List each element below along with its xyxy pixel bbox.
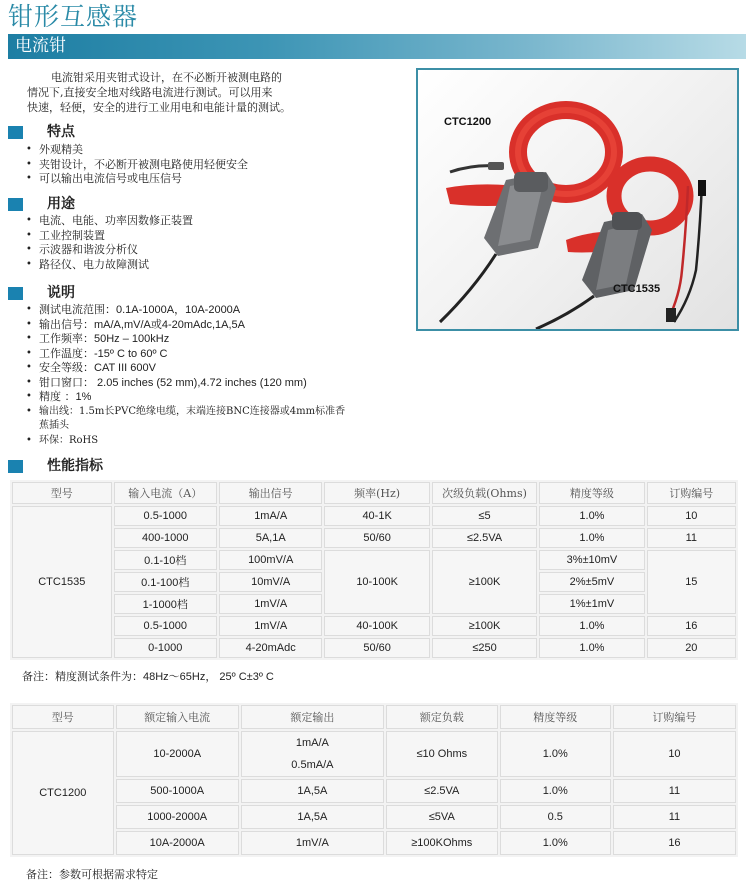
list-item [26, 332, 345, 347]
list-item: • 夹钳设计，不必断开被测电路使用轻便安全 [26, 158, 248, 173]
item-label: 测试电流范围： [39, 303, 116, 316]
cell: 10-100K [324, 550, 429, 614]
cell: 400-1000 [114, 528, 217, 548]
description-list [26, 303, 345, 448]
cell: 1%±1mV [539, 594, 644, 614]
list-item: • 电流、电能、功率因数修正装置 [26, 214, 193, 229]
cell: 100mV/A [219, 550, 323, 570]
cell: 0.1-10档 [114, 550, 217, 570]
cell: 1mA/A [219, 506, 323, 526]
item-label: 输出线：1.5m长PVC绝缘电缆，末端连接BNC连接器或4mm标准香 [39, 405, 346, 417]
header-cell: 频率(Hz) [324, 482, 429, 504]
output-value: 1mA/A [295, 737, 329, 749]
photo-label-ctc1200: CTC1200 [444, 116, 492, 128]
performance-heading [8, 458, 103, 474]
item-label: 环保：RoHS [39, 434, 99, 446]
cell: 1mV/A [219, 594, 323, 614]
cell: 16 [647, 616, 736, 636]
cell: 2%±5mV [539, 572, 644, 592]
cell: 0.1-100档 [114, 572, 217, 592]
header-cell: 订购编号 [647, 482, 736, 504]
list-item [26, 376, 345, 391]
cell: 3%±10mV [539, 550, 644, 570]
cell: 50/60 [324, 528, 429, 548]
square-bullet-icon [8, 460, 23, 473]
item-label: 钳口窗口： [39, 375, 94, 389]
cell: ≤10 Ohms [386, 731, 498, 777]
intro-line: 快速，轻便，安全的进行工业用电和电能计量的测试。 [27, 101, 291, 114]
table-row [12, 805, 736, 829]
cell: 1.0% [539, 506, 644, 526]
item-value: 50Hz – 100kHz [94, 333, 170, 345]
header-cell: 输出信号 [219, 482, 323, 504]
list-item: • 工业控制装置 [26, 229, 193, 244]
cell: 11 [613, 805, 736, 829]
features-heading [8, 124, 75, 140]
output-value: 0.5mA/A [291, 759, 334, 771]
cell: 11 [613, 779, 736, 803]
cell: 4-20mAdc [219, 638, 323, 658]
cell: 0-1000 [114, 638, 217, 658]
cell: 1A,5A [241, 779, 384, 803]
cell: 10-2000A [116, 731, 239, 777]
photo-label-ctc1535: CTC1535 [613, 283, 661, 295]
cell: 500-1000A [116, 779, 239, 803]
header-cell: 额定负载 [386, 705, 498, 729]
intro-line: 电流钳采用夹钳式设计，在不必断开被测电路的 [51, 71, 282, 84]
list-item [26, 347, 345, 362]
description-heading [8, 285, 75, 301]
header-cell: 精度等级 [539, 482, 644, 504]
header-cell: 精度等级 [500, 705, 611, 729]
header-cell: 输入电流（A） [114, 482, 217, 504]
cell: 1000-2000A [116, 805, 239, 829]
table-row [12, 731, 736, 777]
cell: ≤5 [432, 506, 537, 526]
table-row [12, 528, 736, 548]
applications-list [26, 214, 193, 272]
square-bullet-icon [8, 126, 23, 139]
header-cell: 型号 [12, 705, 114, 729]
table-row [12, 831, 736, 855]
cell: 1.0% [500, 731, 611, 777]
table-header-row [12, 482, 736, 504]
cell: 1.0% [539, 616, 644, 636]
note-label: 备注：精度测试条件为： [22, 670, 143, 683]
cell: ≥100KOhms [386, 831, 498, 855]
header-cell: 额定输入电流 [116, 705, 239, 729]
square-bullet-icon [8, 287, 23, 300]
cell: 0.5-1000 [114, 506, 217, 526]
cell: 16 [613, 831, 736, 855]
list-item [26, 318, 345, 333]
product-photo [416, 68, 739, 331]
cell: 11 [647, 528, 736, 548]
header-cell: 额定输出 [241, 705, 384, 729]
header-cell: 次级负载(Ohms) [432, 482, 537, 504]
performance-heading-text: 性能指标 [47, 458, 103, 474]
table2-note: 备注：参数可根据需求特定 [26, 868, 158, 881]
table1-note [22, 668, 274, 684]
cell: ≤2.5VA [432, 528, 537, 548]
item-value: 0.1A-1000A，10A-2000A [116, 304, 241, 316]
cell: 0.5 [500, 805, 611, 829]
item-label: 安全等级： [39, 361, 94, 374]
list-item: • 外观精美 [26, 143, 248, 158]
cell: 10 [613, 731, 736, 777]
cell: 1.0% [539, 638, 644, 658]
cell: 10A-2000A [116, 831, 239, 855]
cell: 1.0% [500, 779, 611, 803]
list-item: • 可以输出电流信号或电压信号 [26, 172, 248, 187]
square-bullet-icon [8, 198, 23, 211]
cell: 1A,5A [241, 805, 384, 829]
cell: ≤2.5VA [386, 779, 498, 803]
section-title: 电流钳 [15, 36, 66, 56]
cell [241, 731, 384, 777]
applications-heading [8, 196, 75, 212]
cell: 1mV/A [219, 616, 323, 636]
cell: 5A,1A [219, 528, 323, 548]
cell: 10mV/A [219, 572, 323, 592]
cell: 40-1K [324, 506, 429, 526]
list-item [26, 434, 345, 449]
list-item [26, 361, 345, 376]
cell: 1.0% [539, 528, 644, 548]
applications-heading-text: 用途 [47, 196, 75, 212]
features-list [26, 143, 248, 187]
clamp-meters-illustration [418, 70, 737, 329]
item-label: 工作频率： [39, 332, 94, 345]
cell: 1.0% [500, 831, 611, 855]
list-item: • 路径仪、电力故障测试 [26, 258, 193, 273]
model-cell: CTC1200 [12, 731, 114, 855]
item-label: 输出信号： [39, 317, 94, 331]
intro-paragraph [27, 70, 312, 115]
item-value: 1% [75, 391, 92, 403]
cell: 50/60 [324, 638, 429, 658]
cell: 15 [647, 550, 736, 614]
table-row [12, 638, 736, 658]
model-cell: CTC1535 [12, 506, 112, 658]
cell: 10 [647, 506, 736, 526]
item-value: 2.05 inches (52 mm),4.72 inches (120 mm) [94, 376, 307, 389]
features-heading-text: 特点 [47, 124, 75, 140]
table-header-row [12, 705, 736, 729]
table-row [12, 506, 736, 526]
cell: ≤5VA [386, 805, 498, 829]
cell: 20 [647, 638, 736, 658]
intro-line: 情况下,直接安全地对线路电流进行测试。可以用来 [27, 86, 273, 99]
performance-table-ctc1200 [10, 703, 738, 857]
item-value: CAT III 600V [94, 362, 156, 374]
section-bar [8, 34, 746, 59]
cell: 1-1000档 [114, 594, 217, 614]
table-row [12, 779, 736, 803]
item-label: 精度 ： [39, 390, 76, 403]
cell: ≥100K [432, 550, 537, 614]
item-label: 工作温度： [39, 346, 94, 360]
page-title: 钳形互感器 [8, 2, 139, 31]
list-item [26, 303, 345, 318]
table-row [12, 616, 736, 636]
item-value: -15º C to 60º C [94, 347, 168, 360]
table-row [12, 550, 736, 570]
cell: 0.5-1000 [114, 616, 217, 636]
item-value: 蕉插头 [39, 420, 69, 431]
cell: ≤250 [432, 638, 537, 658]
list-item [26, 390, 345, 405]
list-item: • 示波器和谐波分析仪 [26, 243, 193, 258]
header-cell: 订购编号 [613, 705, 736, 729]
cell: ≥100K [432, 616, 537, 636]
list-item [26, 405, 345, 434]
description-heading-text: 说明 [47, 285, 75, 301]
item-value: mA/A,mV/A或4-20mAdc,1A,5A [94, 318, 245, 331]
cell: 40-100K [324, 616, 429, 636]
header-cell: 型号 [12, 482, 112, 504]
note-value: 48Hz～65Hz， 25º C±3º C [143, 671, 274, 683]
cell: 1mV/A [241, 831, 384, 855]
performance-table-ctc1535 [10, 480, 738, 660]
